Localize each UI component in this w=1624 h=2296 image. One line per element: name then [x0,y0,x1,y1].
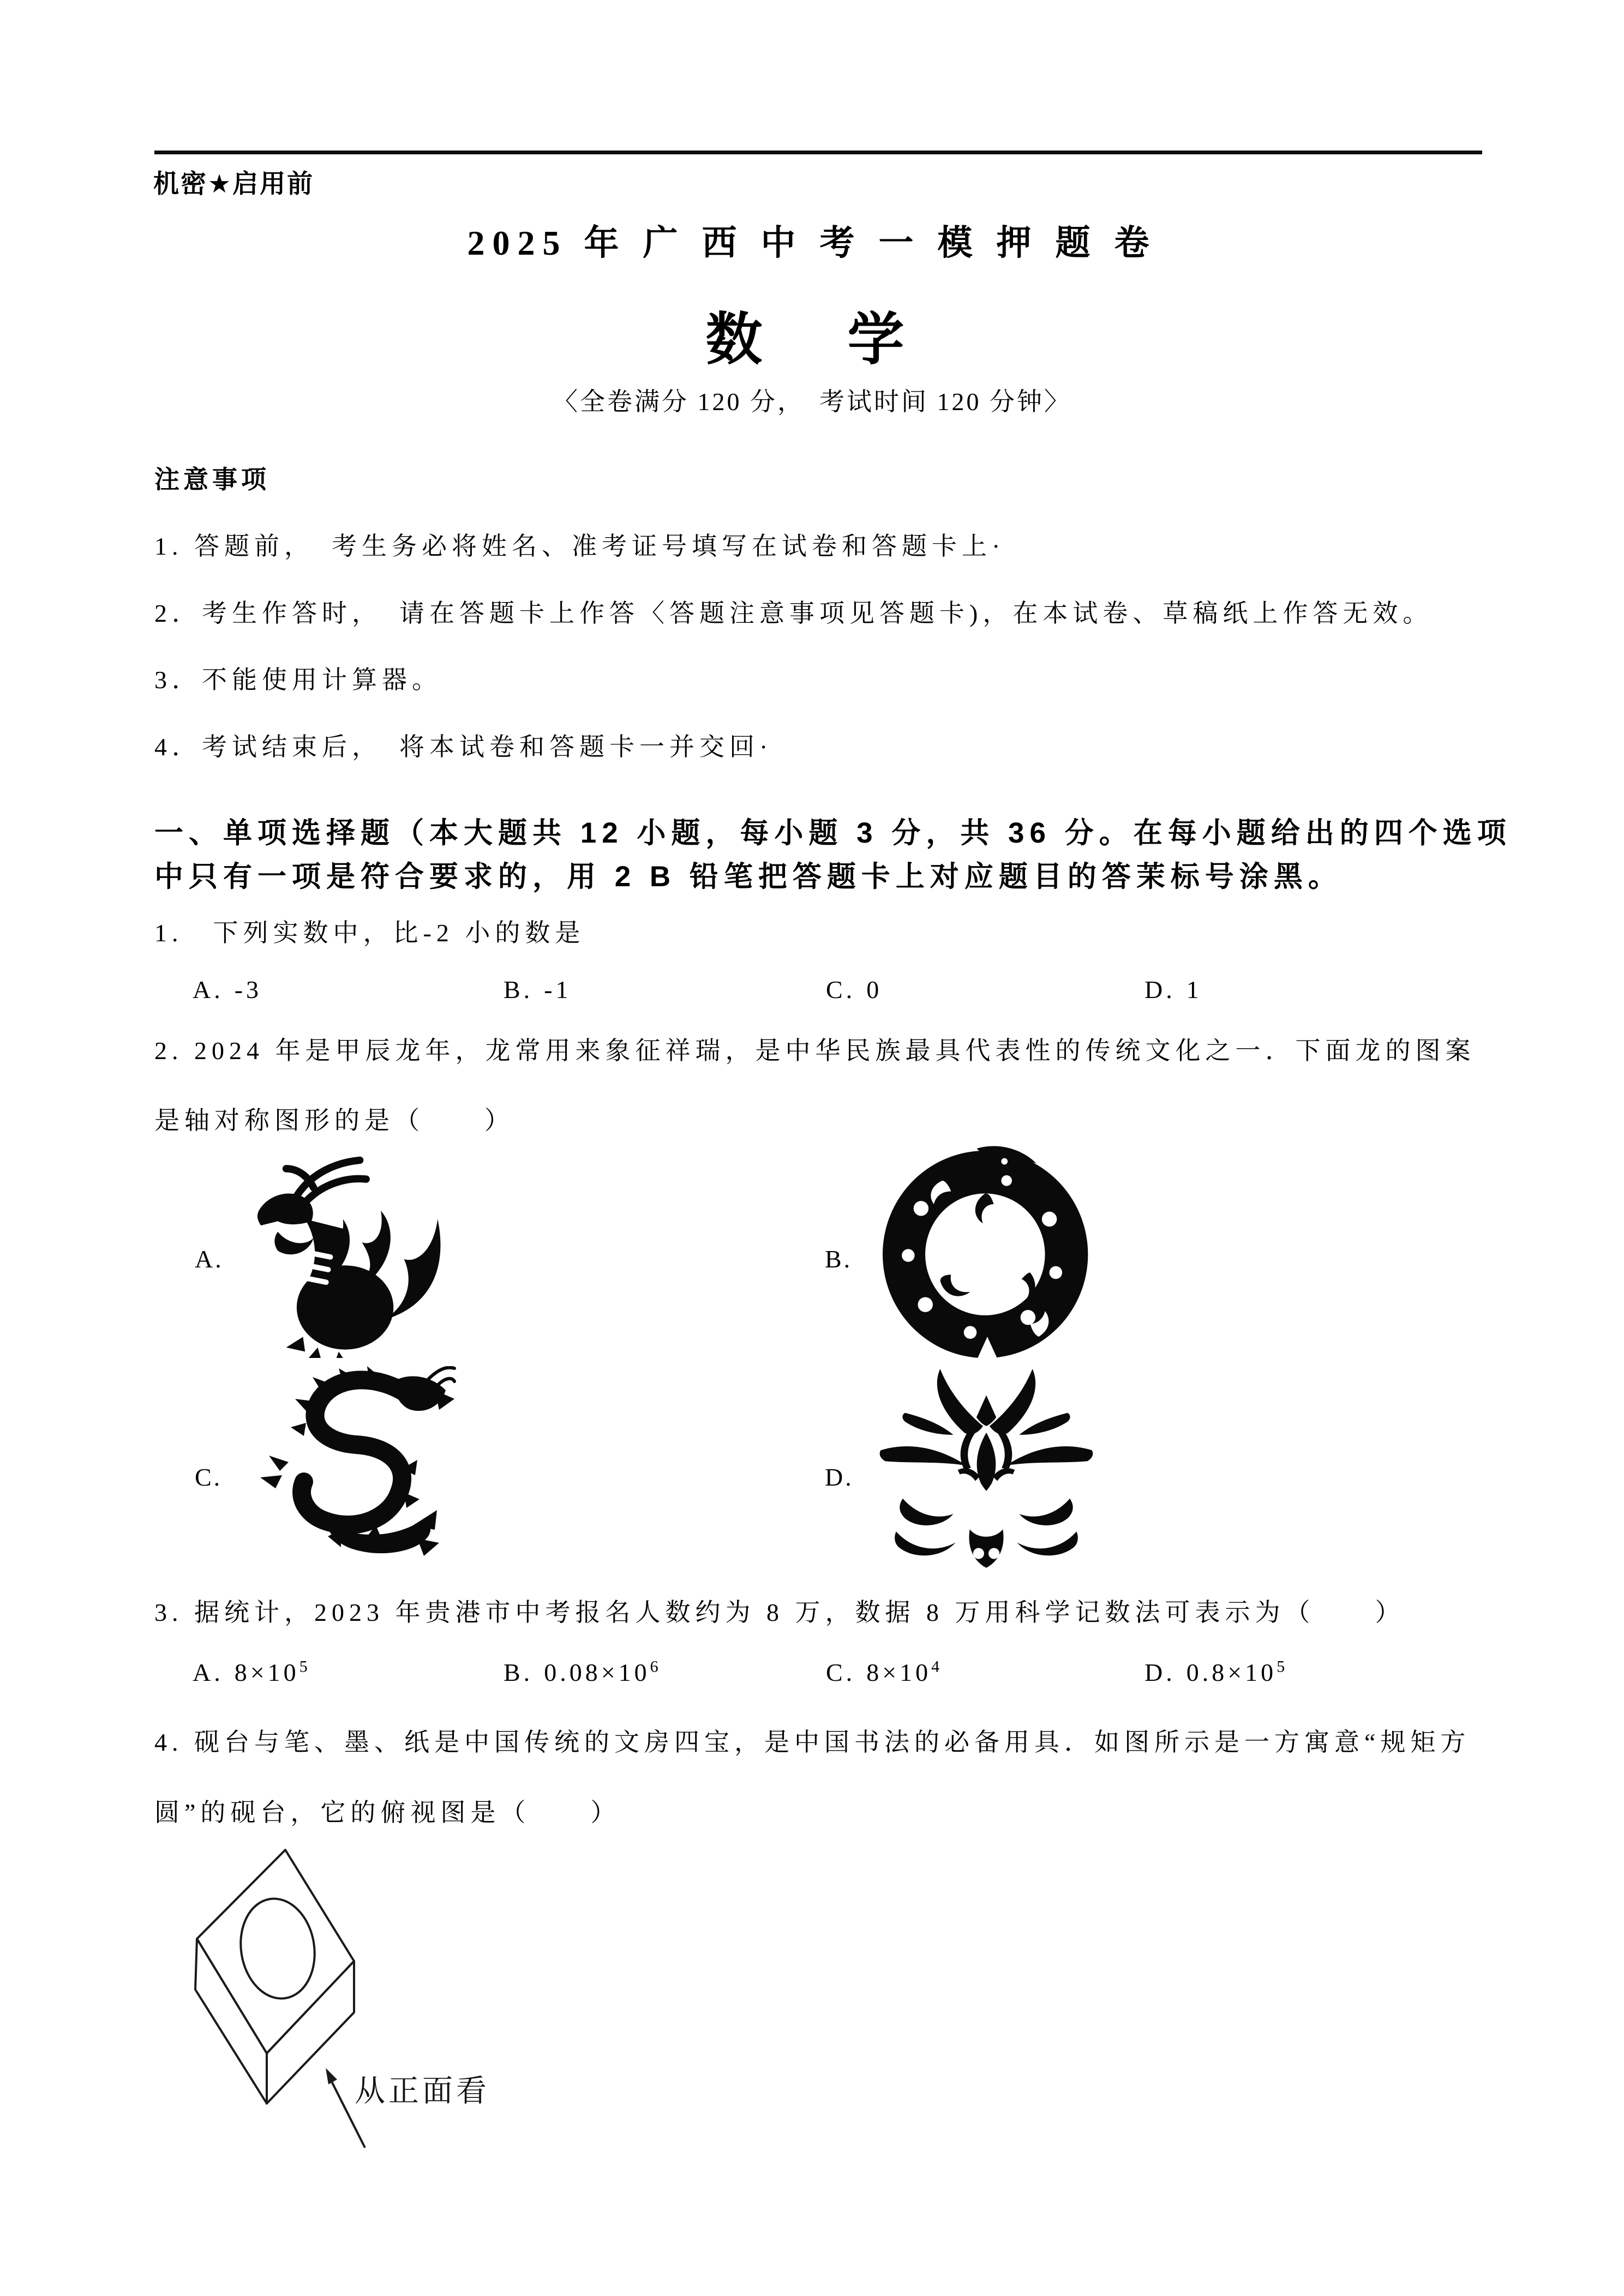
dragon-serpent-image [249,1366,457,1589]
inkstone-figure [191,1846,496,2157]
q1-option-c: C. 0 [826,976,883,1003]
section-one-heading-line2: 中只有一项是符合要求的，用 2 B 铅笔把答题卡上对应题目的答茉标号涂黑。 [154,861,1343,893]
section-one-heading-line1: 一、单项选择题（本大题共 12 小题，每小题 3 分，共 36 分。在每小题给出的四个选项 [154,817,1512,849]
question-4-text-line1: 4. 砚台与笔、墨、纸是中国传统的文房四宝，是中国书法的必备用具．如图所示是一方寓意“规矩方 [154,1728,1471,1756]
q3-option-b: B. $0.08\times 10^6$ [504,1657,658,1686]
notice-item: 1. 答题前， 考生务必将姓名、准考证号填写在试卷和答题卡上· [154,532,1005,560]
dragon-flame-image [248,1152,459,1358]
paper-subtitle: 〈全卷满分 120 分， 考试时间 120 分钟〉 [553,388,1071,416]
question-2-text-line1: 2. 2024 年是甲辰龙年，龙常用来象征祥瑞，是中华民族最具代表性的传统文化之一．下面龙的图案 [154,1037,1476,1065]
section-one-heading [154,812,1512,899]
notice-item: 2．考生作答时， 请在答题卡上作答〈答题注意事项见答题卡)，在本试卷、草稿纸上作答无效。 [154,599,1433,627]
notice-heading: 注意事项 [154,465,270,494]
q3-option-c: C. $8\times 10^4$ [826,1657,940,1686]
question-4-text-line2: 圆”的砚台，它的俯视图是（ ） [154,1799,621,1826]
subject-title: 数 学 [705,309,919,371]
q2-option-c-label: C. [195,1463,223,1491]
q1-option-d: D. 1 [1144,976,1202,1003]
q1-option-b: B. -1 [504,976,572,1003]
question-2-text-line2: 是轴对称图形的是（ ） [154,1107,514,1134]
inkstone-view-caption: 从正面看 [355,2075,490,2108]
notice-item: 3．不能使用计算器。 [154,666,442,694]
top-divider-line [154,151,1482,154]
q2-option-b-label: B. [825,1245,853,1273]
question-3-text: 3. 据统计，2023 年贵港市中考报名人数约为 8 万，数据 8 万用科学记数法可表示为（ ） [154,1598,1405,1626]
q2-option-d-label: D. [825,1463,854,1491]
dragon-head-image [876,1365,1096,1591]
paper-title: 2025 年 广 西 中 考 一 模 押 题 卷 [467,224,1157,262]
dragon-ring-image [878,1144,1092,1369]
q3-option-a: A. $8\times 10^5$ [193,1657,308,1686]
notice-item: 4．考试结束后， 将本试卷和答题卡一并交回· [154,733,773,761]
question-1-text: 1. 下列实数中，比-2 小的数是 [154,919,585,947]
question-3-options [154,1658,1507,1696]
q2-option-a-label: A. [195,1245,224,1273]
question-1-options [154,975,1507,1013]
q3-option-d: D. $0.8\times 10^5$ [1144,1657,1285,1686]
q1-option-a: A. -3 [193,976,262,1003]
security-label: 机密★启用前 [153,169,315,198]
